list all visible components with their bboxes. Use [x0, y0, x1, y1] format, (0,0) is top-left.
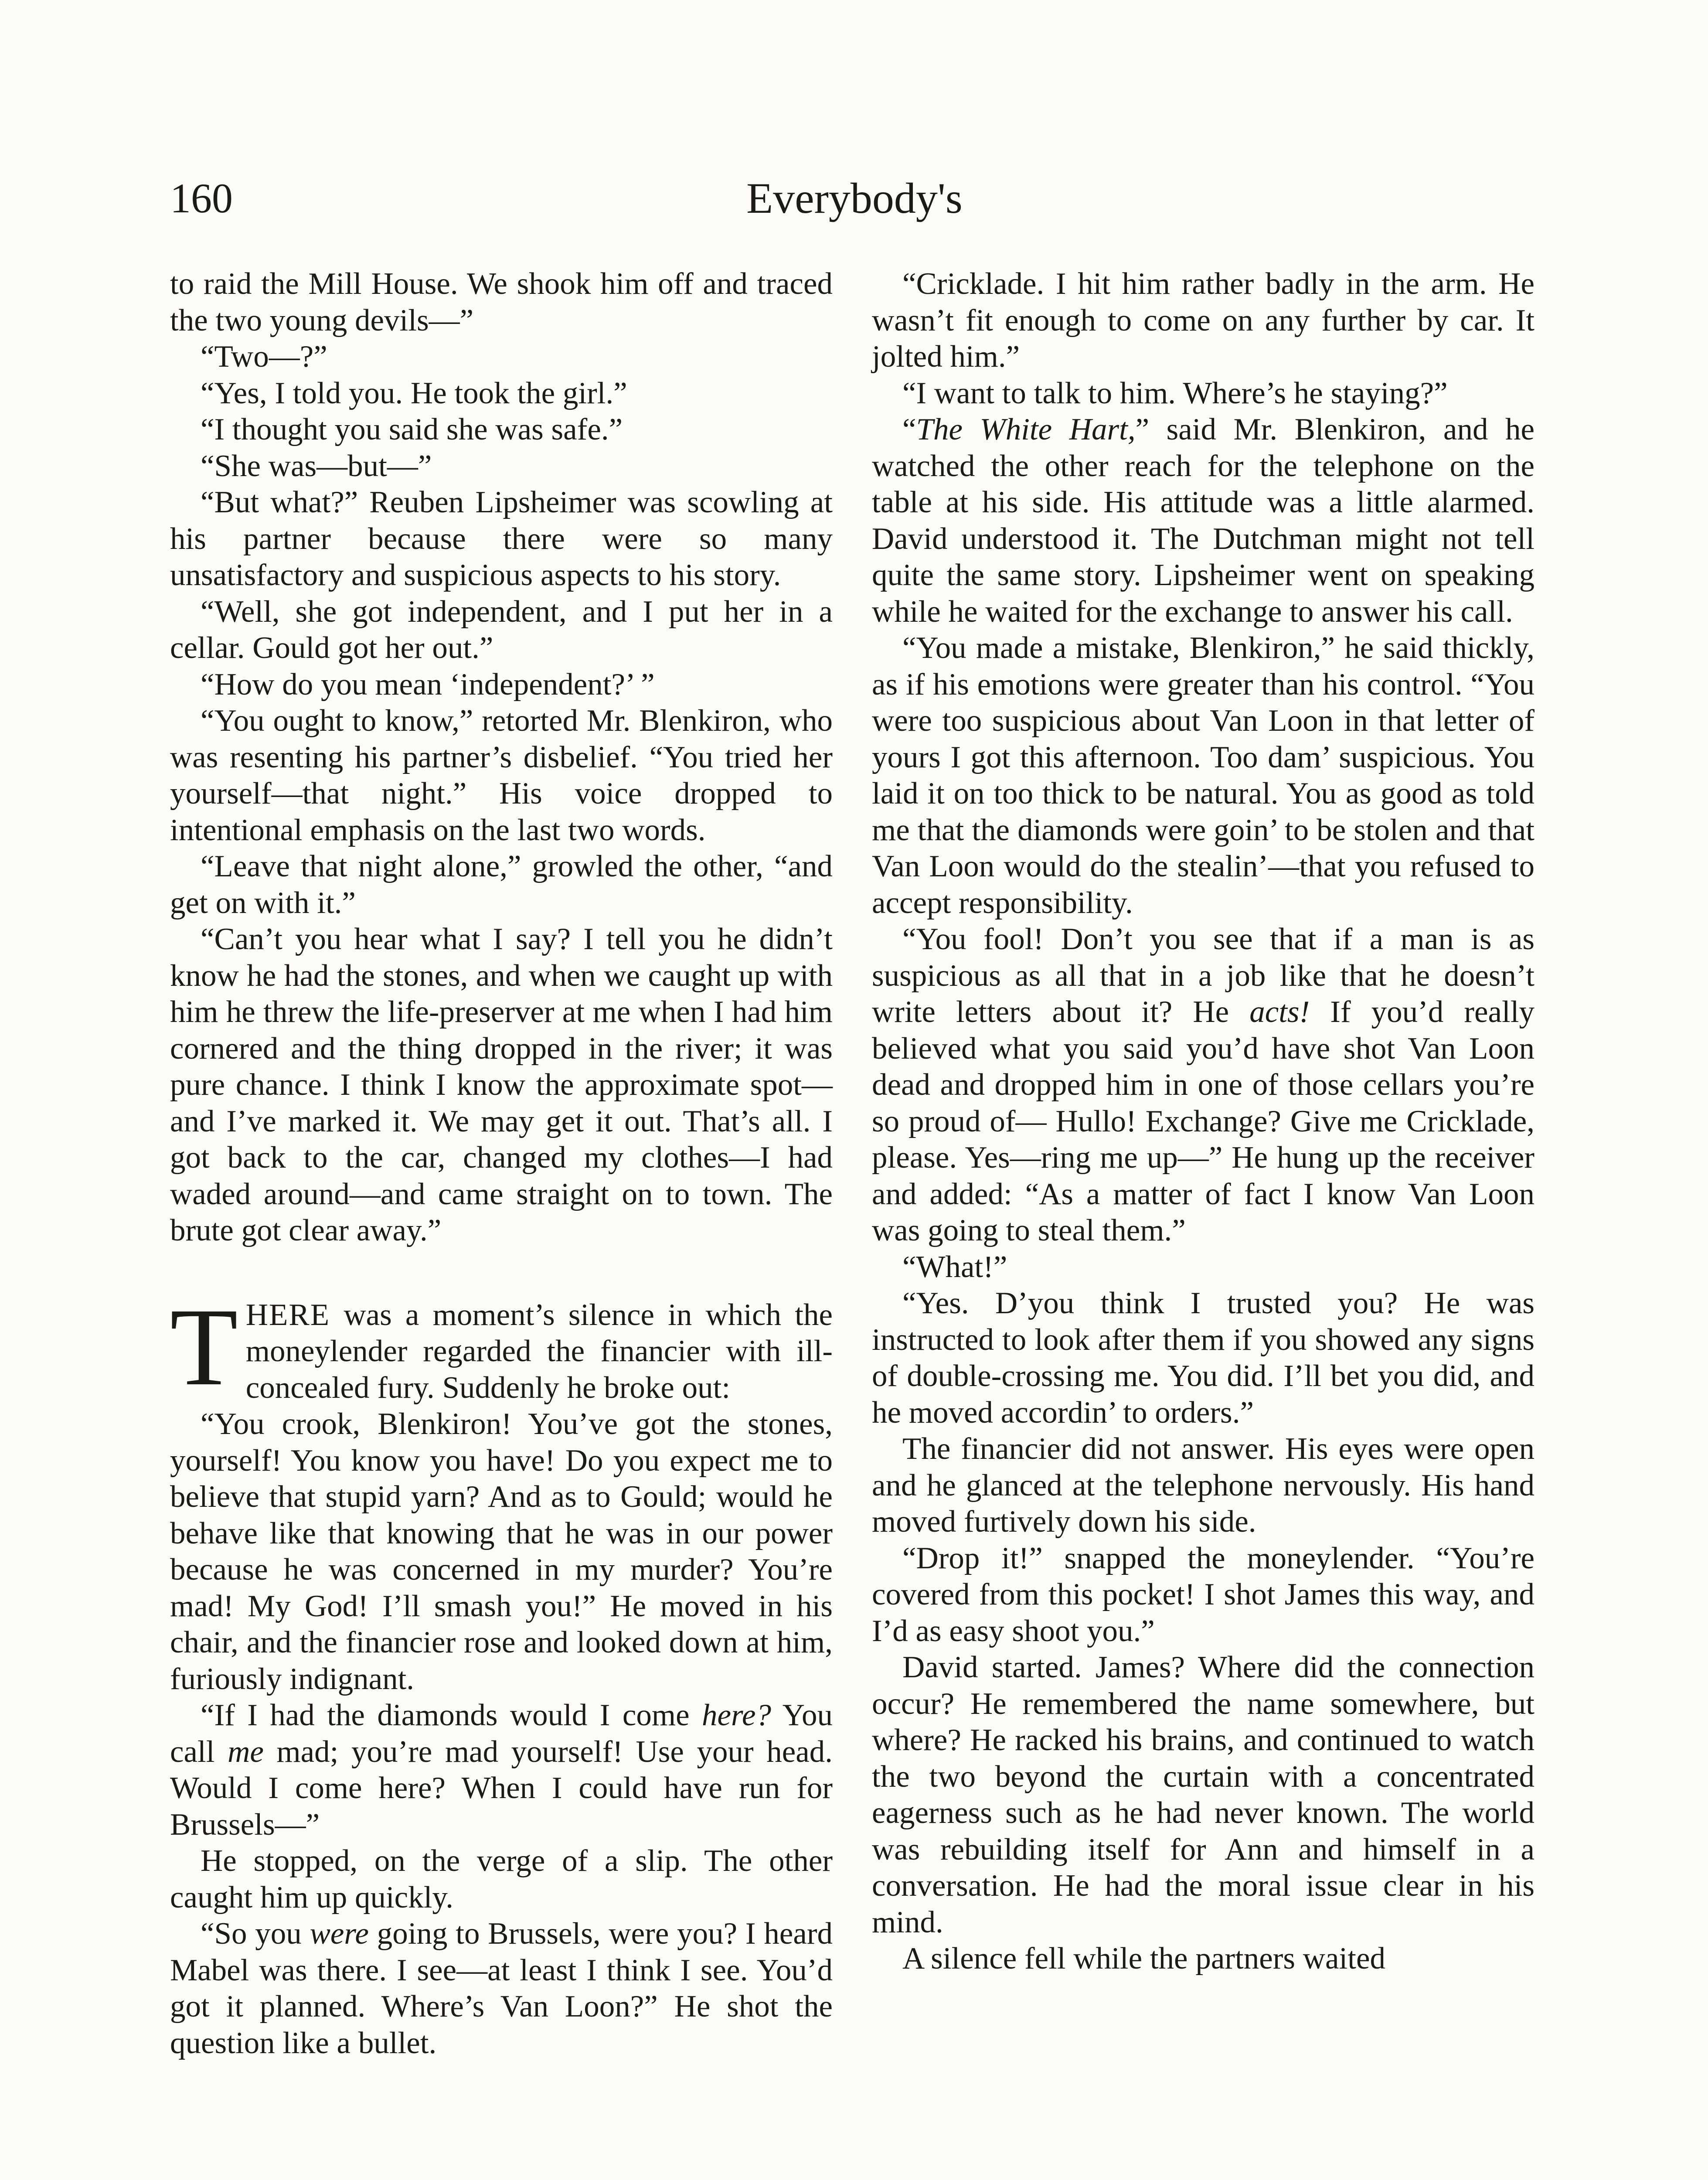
paragraph-text: mad; you’re mad yourself! Use your head. Would I come here? When I could have run for Brussels—” — [170, 1734, 833, 1842]
paragraph — [170, 1697, 833, 1843]
paragraph: “You made a mistake, Blenkiron,” he said thickly, as if his emotions were greater than his control. “You were too suspicious about Van Loon in that letter of yours I got this afternoon. Too dam’ suspicious. You laid it on too thick to be natural. You as good as told me that the diamonds were goin’ to be stolen and that Van Loon would do the stealin’—that you refused to accept responsibility. — [872, 631, 1534, 920]
small-caps-lead: HERE — [245, 1298, 330, 1332]
paragraph: David started. James? Where did the connection occur? He remembered the name somewhere, but where? He racked his brains, and continued to watch the two beyond the curtain with a concentrated eagerness such as he had never known. The world was rebuilding itself for Ann and himself in a conversation. He had the moral issue clear in his mind. — [872, 1650, 1534, 1939]
paragraph: “Yes, I told you. He took the girl.” — [201, 376, 627, 410]
paragraph-text: was a moment’s silence in which the moneylender regarded the financier with ill-concealed fury. Suddenly he broke out: — [245, 1298, 833, 1405]
paragraph: The financier did not answer. His eyes were open and he glanced at the telephone nervously. His hand moved furtively down his side. — [872, 1432, 1534, 1539]
page-number: 160 — [170, 175, 233, 221]
italic-text: were — [310, 1917, 369, 1951]
paragraph: “Leave that night alone,” growled the other, “and get on with it.” — [170, 849, 833, 920]
paragraph: He stopped, on the verge of a slip. The other caught him up quickly. — [170, 1844, 833, 1914]
paragraph: “Can’t you hear what I say? I tell you he didn’t know he had the stones, and when we caught up with him he threw the life-preserver at me when I had him cornered and the thing dropped in the river; it was pure chance. I think I know the approximate spot—and I’ve marked it. We may get it out. That’s all. I got back to the car, changed my clothes—I had waded around—and came straight on to town. The brute got clear away.” — [170, 922, 833, 1247]
paragraph — [872, 412, 1534, 630]
paragraph: “I thought you said she was safe.” — [201, 412, 623, 446]
paragraph: “Yes. D’you think I trusted you? He was instructed to look after them if you showed any signs of double-crossing me. You did. I’ll bet you did, and he moved accordin’ to orders.” — [872, 1286, 1534, 1430]
italic-text: The White Hart, — [916, 412, 1136, 446]
paragraph-text: You call — [170, 1698, 833, 1769]
left-column — [170, 266, 833, 2061]
page-header — [170, 172, 1539, 238]
paragraph-text: “So you — [201, 1917, 310, 1951]
drop-cap: T — [170, 1285, 238, 1409]
paragraph: A silence fell while the partners waited — [902, 1942, 1385, 1976]
paragraph: “Cricklade. I hit him rather badly in the arm. He wasn’t fit enough to come on any further by car. It jolted him.” — [872, 267, 1534, 374]
paragraph: “What!” — [902, 1250, 1007, 1284]
right-column — [872, 266, 1534, 1977]
italic-text: here? — [702, 1698, 772, 1732]
paragraph-text: “If I had the diamonds would I come — [201, 1698, 702, 1732]
paragraph-text: “ — [902, 412, 916, 446]
italic-text: me — [228, 1734, 264, 1769]
paragraph: “How do you mean ‘independent?’ ” — [201, 667, 655, 702]
paragraph: to raid the Mill House. We shook him off and traced the two young devils—” — [170, 267, 833, 337]
paragraph: “I want to talk to him. Where’s he staying?” — [902, 376, 1448, 410]
paragraph — [872, 921, 1534, 1249]
paragraph: “You ought to know,” retorted Mr. Blenkiron, who was resenting his partner’s disbelief. “You tried her yourself—that night.” His voice dropped to intentional emphasis on the last two words. — [170, 704, 833, 847]
paragraph-text: ” said Mr. Blenkiron, and he watched the other reach for the telephone on the table at his side. His attitude was a little alarmed. David understood it. The Dutchman might not tell quite the same story. Lipsheimer went on speaking while he waited for the exchange to answer his call. — [872, 412, 1534, 629]
paragraph-text: going to Brussels, were you? I heard Mabel was there. I see—at least I think I see. You’d got it planned. Where’s Van Loon?” He shot the question like a bullet. — [170, 1917, 833, 2060]
paragraph: “Two—?” — [201, 340, 327, 374]
paragraph-text: If you’d really believed what you said you’d have shot Van Loon dead and dropped him in one of those cellars you’re so proud of— Hullo! Exchange? Give me Cricklade, please. Yes—ring me up—” He hung up the receiver and added: “As a matter of fact I know Van Loon was going to steal them.” — [872, 995, 1534, 1247]
paragraph: “But what?” Reuben Lipsheimer was scowling at his partner because there were so many unsatisfactory and suspicious aspects to his story. — [170, 485, 833, 592]
section-opening-paragraph — [170, 1285, 833, 1409]
paragraph: “Drop it!” snapped the moneylender. “You’re covered from this pocket! I shot James this way, and I’d as easy shoot you.” — [872, 1541, 1534, 1648]
italic-text: acts! — [1249, 995, 1310, 1029]
paragraph-text: “You fool! Don’t you see that if a man is as suspicious as all that in a job like that he doesn’t write letters about it? He — [872, 922, 1534, 1029]
running-title: Everybody's — [746, 174, 963, 222]
paragraph — [170, 1916, 833, 2061]
paragraph: “She was—but—” — [201, 449, 432, 483]
paragraph: “Well, she got independent, and I put her in a cellar. Gould got her out.” — [170, 594, 833, 665]
paragraph: “You crook, Blenkiron! You’ve got the stones, yourself! You know you have! Do you expect me to believe that stupid yarn? And as to Gould; would he behave like that knowing that he was in our power because he was concerned in my murder? You’re mad! My God! I’ll smash you!” He moved in his chair, and the financier rose and looked down at him, furiously indignant. — [170, 1407, 833, 1696]
